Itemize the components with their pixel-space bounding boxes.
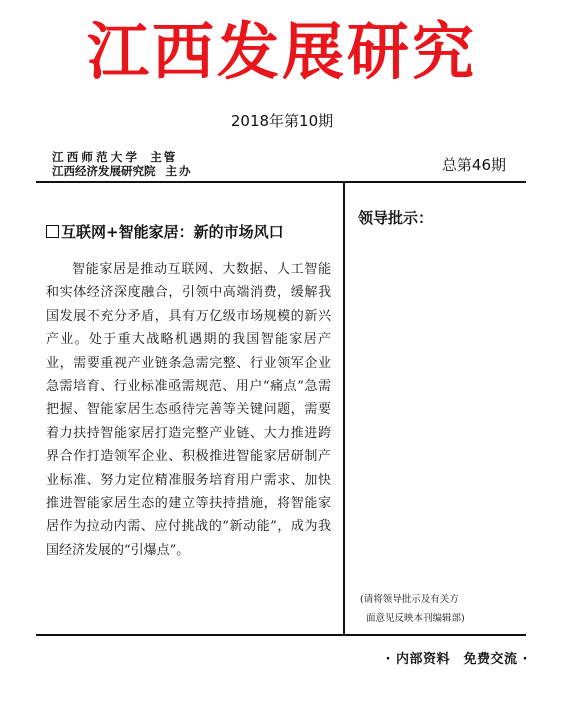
- column-divider: [343, 183, 345, 634]
- article-title: [46, 223, 284, 241]
- checkbox-icon: [46, 225, 59, 238]
- sponsor-role: 主管: [150, 150, 178, 164]
- note-line-2: 面意见反映本刊编辑部): [366, 613, 465, 624]
- footer-free: 免费交流 ·: [463, 652, 528, 667]
- issue-number: 2018年第10期: [230, 112, 334, 130]
- footer-divider: [36, 634, 526, 636]
- footer-internal: · 内部资料: [385, 652, 450, 667]
- note-line-1: (请将领导批示及有关方: [360, 594, 459, 605]
- sponsor-name: 江西师范大学: [52, 150, 141, 164]
- leader-instructions-heading: 领导批示：: [358, 209, 434, 227]
- sponsor-role: 主办: [165, 164, 193, 178]
- footer-label: [385, 652, 528, 668]
- sponsor-line-2: [52, 164, 193, 178]
- header-divider: [36, 181, 526, 183]
- sponsor-line-1: [52, 150, 177, 164]
- total-issue-number: 总第46期: [441, 156, 506, 174]
- leader-instructions-note: [360, 590, 520, 628]
- sponsor-name: 江西经济发展研究院: [52, 164, 156, 178]
- article-title-text: 互联网+智能家居：新的市场风口: [61, 223, 284, 241]
- masthead-title: 江西发展研究: [86, 15, 477, 88]
- article-body: 智能家居是推动互联网、大数据、人工智能和实体经济深度融合，引领中高端消费，缓解我国发展不充分矛盾，具有万亿级市场规模的新兴产业。处于重大战略机遇期的我国智能家居产业，需要重视产业链条急需完整、行业领军企业急需培育、行业标准亟需规范、用户“痛点”急需把握、智能家居生态亟待完善等关键问题，需要着力扶持智能家居打造完整产业链、大力推进跨界合作打造领军企业、积极推进智能家居研制产业标准、努力定位精准服务培育用户需求、加快推进智能家居生态的建立等扶持措施，将智能家居作为拉动内需、应付挑战的“新动能”，成为我国经济发展的“引爆点”。: [46, 262, 331, 558]
